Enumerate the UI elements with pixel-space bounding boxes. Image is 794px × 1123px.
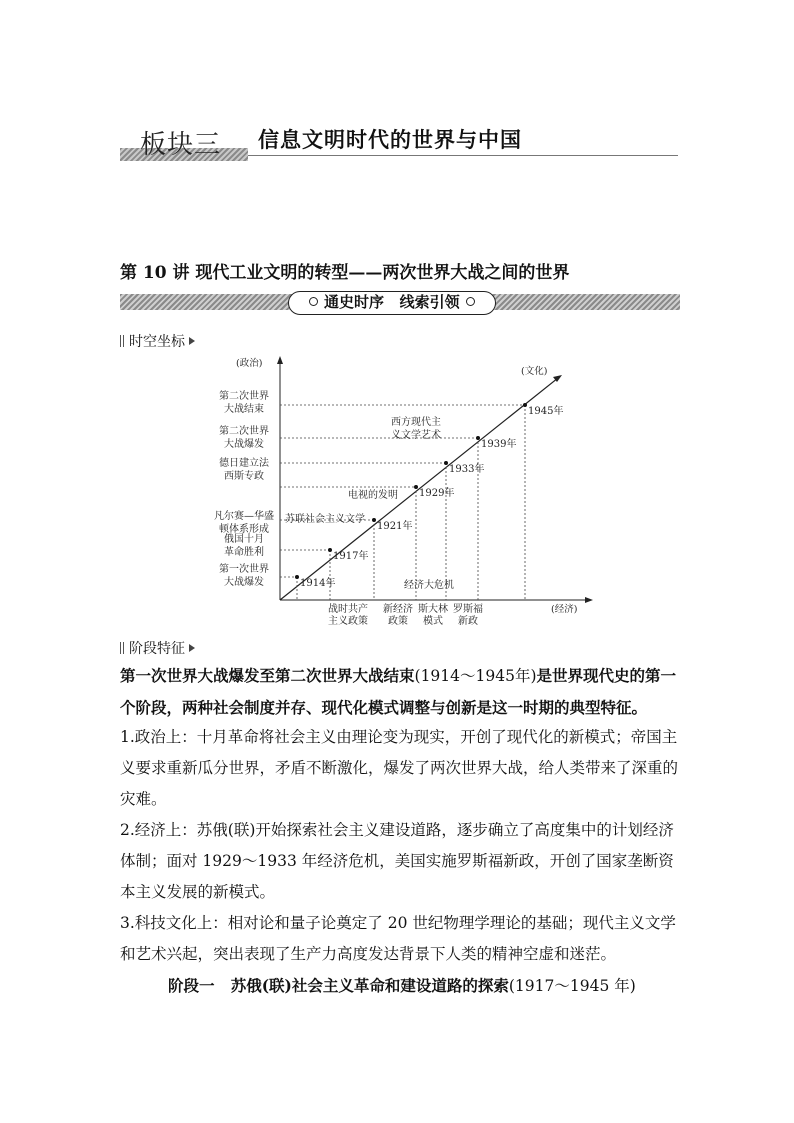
stage-one-years: (1917～1945 年) bbox=[508, 977, 636, 995]
politics-label: 革命胜利 bbox=[224, 547, 264, 558]
triangle-right-icon bbox=[189, 337, 195, 345]
lesson-title: 第 10 讲 现代工业文明的转型——两次世界大战之间的世界 bbox=[120, 263, 570, 283]
diagonal-axis-label: (文化) bbox=[521, 366, 548, 377]
header-rule bbox=[248, 155, 678, 156]
culture-label: 义文学艺术 bbox=[391, 430, 441, 441]
double-bar-icon bbox=[120, 335, 124, 347]
politics-label: 第二次世界 bbox=[219, 391, 269, 402]
year-point bbox=[295, 575, 299, 579]
stage-one-title: 阶段一 苏俄(联)社会主义革命和建设道路的探索 bbox=[168, 976, 509, 995]
year-label: 1914年 bbox=[300, 578, 336, 589]
politics-label: 第二次世界 bbox=[219, 426, 269, 437]
year-point bbox=[414, 485, 418, 489]
politics-label: 大战爆发 bbox=[224, 577, 264, 588]
intro-rest: 是世界现代史的第一个阶段，两种社会制度并存、现代化模式调整与创新是这一时期的典型特征。 bbox=[120, 666, 677, 717]
section-heading-text: 时空坐标 bbox=[129, 334, 185, 350]
economics-label: 战时共产 bbox=[328, 604, 368, 615]
circle-icon bbox=[466, 297, 475, 306]
year-label: 1917年 bbox=[333, 551, 369, 562]
politics-label: 顿体系形成 bbox=[219, 524, 269, 535]
banner-text: 通史时序 线索引领 bbox=[324, 293, 460, 311]
economics-label: 罗斯福 bbox=[453, 604, 483, 615]
politics-label: 凡尔赛—华盛 bbox=[214, 511, 274, 522]
circle-icon bbox=[309, 297, 318, 306]
x-axis-label: (经济) bbox=[551, 604, 578, 615]
economics-label: 政策 bbox=[388, 616, 408, 627]
triangle-right-icon bbox=[189, 644, 195, 652]
year-label: 1933年 bbox=[449, 464, 485, 475]
year-point bbox=[476, 436, 480, 440]
stage-one-heading bbox=[168, 970, 688, 1002]
economics-label: 新经济 bbox=[383, 604, 413, 615]
economics-label: 主义政策 bbox=[328, 616, 368, 627]
double-bar-icon bbox=[120, 642, 124, 654]
politics-label: 第一次世界 bbox=[219, 564, 269, 575]
intro-bold: 第一次世界大战爆发至第二次世界大战结束 bbox=[120, 666, 415, 685]
year-point bbox=[444, 461, 448, 465]
politics-label: 俄国十月 bbox=[224, 534, 264, 545]
culture-label: 电视的发明 bbox=[348, 490, 398, 501]
features-intro bbox=[120, 660, 680, 724]
feature-economy: 2.经济上：苏俄(联)开始探索社会主义建设道路，逐步确立了高度集中的计划经济体制；面对 1929～1933 年经济危机，美国实施罗斯福新政，开创了国家垄断资本主义发展的新模式。 bbox=[120, 821, 674, 901]
feature-culture: 3.科技文化上：相对论和量子论奠定了 20 世纪物理学理论的基础；现代主义文学和艺术兴起，突出表现了生产力高度发达背景下人类的精神空虚和迷茫。 bbox=[120, 914, 676, 963]
culture-label: 经济大危机 bbox=[404, 580, 454, 591]
year-label: 1945年 bbox=[528, 406, 564, 417]
culture-label: 苏联社会主义文学 bbox=[285, 514, 365, 525]
year-point bbox=[328, 548, 332, 552]
politics-label: 德日建立法 bbox=[219, 458, 269, 469]
year-point bbox=[372, 518, 376, 522]
intro-years: (1914～1945年) bbox=[414, 667, 537, 685]
block-title: 信息文明时代的世界与中国 bbox=[258, 127, 522, 152]
economics-label: 斯大林 bbox=[418, 604, 448, 615]
culture-label: 西方现代主 bbox=[391, 417, 441, 428]
politics-label: 大战爆发 bbox=[224, 439, 264, 450]
politics-label: 大战结束 bbox=[224, 404, 264, 415]
chart-axes bbox=[277, 356, 593, 603]
section-heading-timeline bbox=[120, 331, 195, 351]
feature-politics: 1.政治上：十月革命将社会主义由理论变为现实，开创了现代化的新模式；帝国主义要求重新瓜分世界，矛盾不断激化，爆发了两次世界大战，给人类带来了深重的灾难。 bbox=[120, 728, 679, 808]
economics-label: 模式 bbox=[423, 616, 443, 627]
section-heading-text: 阶段特征 bbox=[129, 641, 185, 657]
timeline-chart bbox=[196, 350, 596, 635]
y-axis-label: (政治) bbox=[236, 358, 263, 369]
economics-label: 新政 bbox=[458, 616, 478, 627]
year-label: 1939年 bbox=[481, 439, 517, 450]
year-point bbox=[523, 403, 527, 407]
year-label: 1929年 bbox=[419, 488, 455, 499]
banner-label bbox=[288, 291, 496, 315]
section-heading-features bbox=[120, 638, 195, 658]
politics-label: 西斯专政 bbox=[224, 471, 264, 482]
year-label: 1921年 bbox=[377, 521, 413, 532]
block-label: 板块三 bbox=[140, 130, 222, 160]
